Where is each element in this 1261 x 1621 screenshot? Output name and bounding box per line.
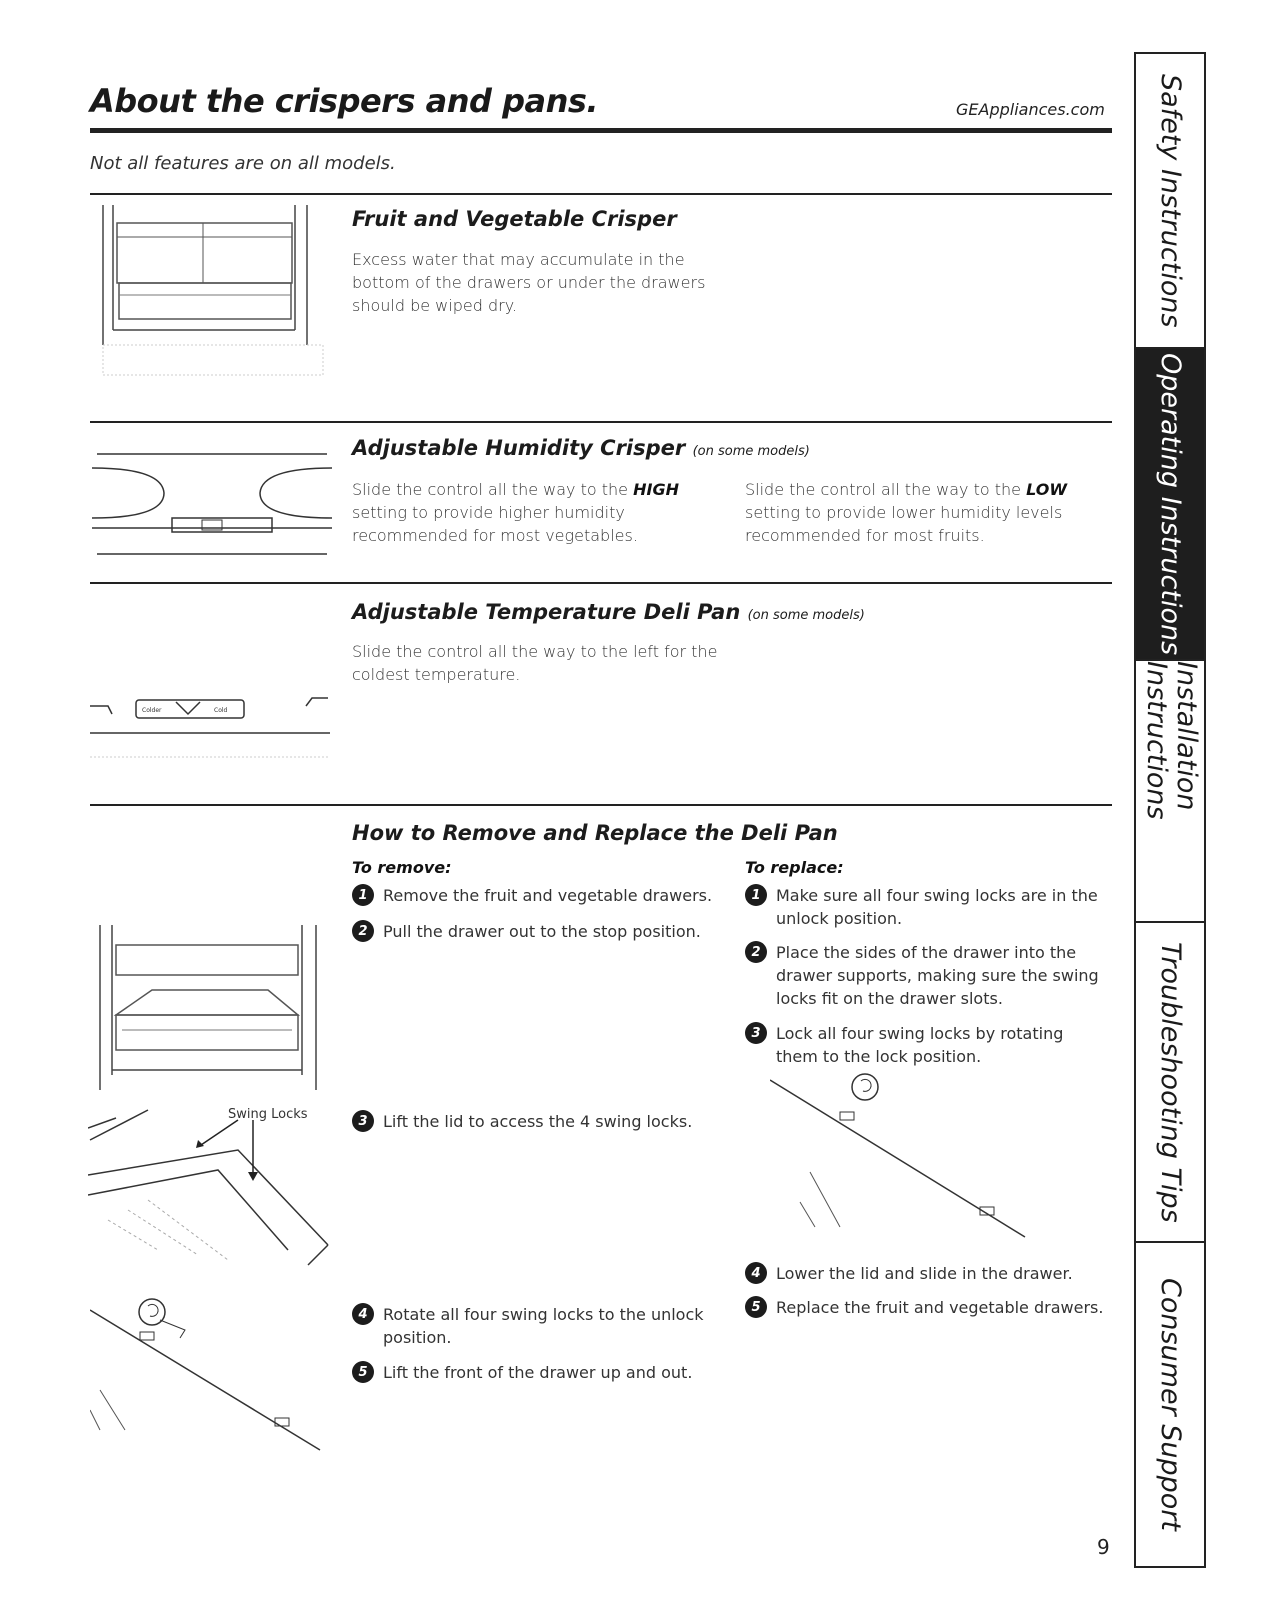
step-text: Rotate all four swing locks to the unlock position. [383, 1305, 704, 1347]
tab-label: Safety Instructions [1155, 73, 1186, 328]
remove-step-4 [352, 1303, 722, 1349]
step-number-badge: 5 [745, 1296, 767, 1318]
humidity-crisper-title-text: Adjustable Humidity Crisper [352, 436, 686, 460]
humidity-high-post: setting to provide higher humidity recommended for most vegetables. [352, 503, 638, 545]
step-text: Replace the fruit and vegetable drawers. [776, 1298, 1104, 1317]
deli-control-cold-label: Cold [214, 707, 228, 714]
section-divider [90, 421, 1112, 423]
humidity-low-pre: Slide the control all the way to the [745, 480, 1021, 499]
step-text: Pull the drawer out to the stop position. [383, 922, 701, 941]
swing-locks-illustration [88, 1100, 338, 1270]
rotate-lock-illustration [90, 1290, 335, 1460]
fruit-crisper-title: Fruit and Vegetable Crisper [352, 207, 677, 231]
tab-consumer-support[interactable] [1136, 1243, 1204, 1566]
remove-step-3 [352, 1110, 722, 1133]
humidity-model-note: (on some models) [692, 444, 810, 459]
tab-safety-instructions[interactable] [1136, 54, 1204, 349]
title-rule [90, 128, 1112, 133]
page-subtitle: Not all features are on all models. [90, 153, 396, 174]
deli-pan-text: Slide the control all the way to the left for the coldest temperature. [352, 642, 718, 684]
fruit-crisper-text: Excess water that may accumulate in the bottom of the drawers or under the drawers should be wiped dry. [352, 250, 706, 315]
to-replace-heading: To replace: [745, 858, 844, 877]
step-text: Lift the lid to access the 4 swing locks. [383, 1112, 693, 1131]
replace-step-2 [745, 941, 1105, 1010]
humidity-low-post: setting to provide lower humidity levels recommended for most fruits. [745, 503, 1063, 545]
tab-label: Troubleshooting Tips [1155, 941, 1186, 1223]
humidity-high-text [352, 478, 707, 547]
to-remove-heading: To remove: [352, 858, 452, 877]
website-link[interactable]: GEAppliances.com [956, 100, 1105, 119]
deli-pan-title-text: Adjustable Temperature Deli Pan [352, 600, 741, 624]
step-text: Remove the fruit and vegetable drawers. [383, 886, 713, 905]
humidity-low-setting: LOW [1026, 480, 1067, 499]
step-number-badge: 3 [352, 1110, 374, 1132]
replace-step-4 [745, 1262, 1105, 1285]
step-number-badge: 1 [352, 884, 374, 906]
tab-installation-instructions[interactable] [1136, 661, 1204, 923]
replace-step-3 [745, 1022, 1105, 1068]
swing-locks-label: Swing Locks [228, 1107, 308, 1122]
humidity-high-setting: HIGH [633, 480, 679, 499]
step-number-badge: 4 [352, 1303, 374, 1325]
tab-label: Consumer Support [1155, 1278, 1186, 1531]
tab-label: Installation Instructions [1141, 661, 1202, 820]
section-divider [90, 193, 1112, 195]
replace-step-5 [745, 1296, 1105, 1319]
deli-model-note: (on some models) [747, 608, 865, 623]
tab-troubleshooting-tips[interactable] [1136, 923, 1204, 1243]
tab-operating-instructions[interactable] [1136, 349, 1204, 661]
humidity-crisper-title [352, 436, 810, 460]
page-title: About the crispers and pans. [90, 82, 599, 120]
step-number-badge: 2 [745, 941, 767, 963]
step-number-badge: 2 [352, 920, 374, 942]
drawer-pulled-illustration [92, 920, 332, 1090]
remove-replace-title: How to Remove and Replace the Deli Pan [352, 821, 838, 845]
step-number-badge: 3 [745, 1022, 767, 1044]
remove-step-2 [352, 920, 722, 943]
deli-control-colder-label: Colder [142, 707, 162, 714]
section-divider [90, 582, 1112, 584]
deli-control-illustration [90, 690, 330, 760]
lock-position-illustration [770, 1072, 1035, 1247]
step-number-badge: 1 [745, 884, 767, 906]
step-text: Make sure all four swing locks are in the unlock position. [776, 886, 1098, 928]
tab-label: Operating Instructions [1155, 352, 1186, 656]
step-number-badge: 5 [352, 1361, 374, 1383]
replace-step-1 [745, 884, 1105, 930]
section-tabs [1134, 52, 1206, 1568]
humidity-high-pre: Slide the control all the way to the [352, 480, 628, 499]
step-text: Lower the lid and slide in the drawer. [776, 1264, 1073, 1283]
remove-step-1 [352, 884, 722, 907]
crisper-illustration [95, 205, 335, 385]
section-divider [90, 804, 1112, 806]
remove-step-5 [352, 1361, 722, 1384]
humidity-low-text [745, 478, 1095, 547]
step-text: Lift the front of the drawer up and out. [383, 1363, 693, 1382]
step-text: Place the sides of the drawer into the drawer supports, making sure the swing locks fit on the drawer slots. [776, 943, 1099, 1008]
step-text: Lock all four swing locks by rotating them to the lock position. [776, 1024, 1064, 1066]
humidity-control-illustration [92, 448, 332, 558]
deli-pan-title [352, 600, 865, 624]
step-number-badge: 4 [745, 1262, 767, 1284]
page-number: 9 [1097, 1535, 1110, 1559]
